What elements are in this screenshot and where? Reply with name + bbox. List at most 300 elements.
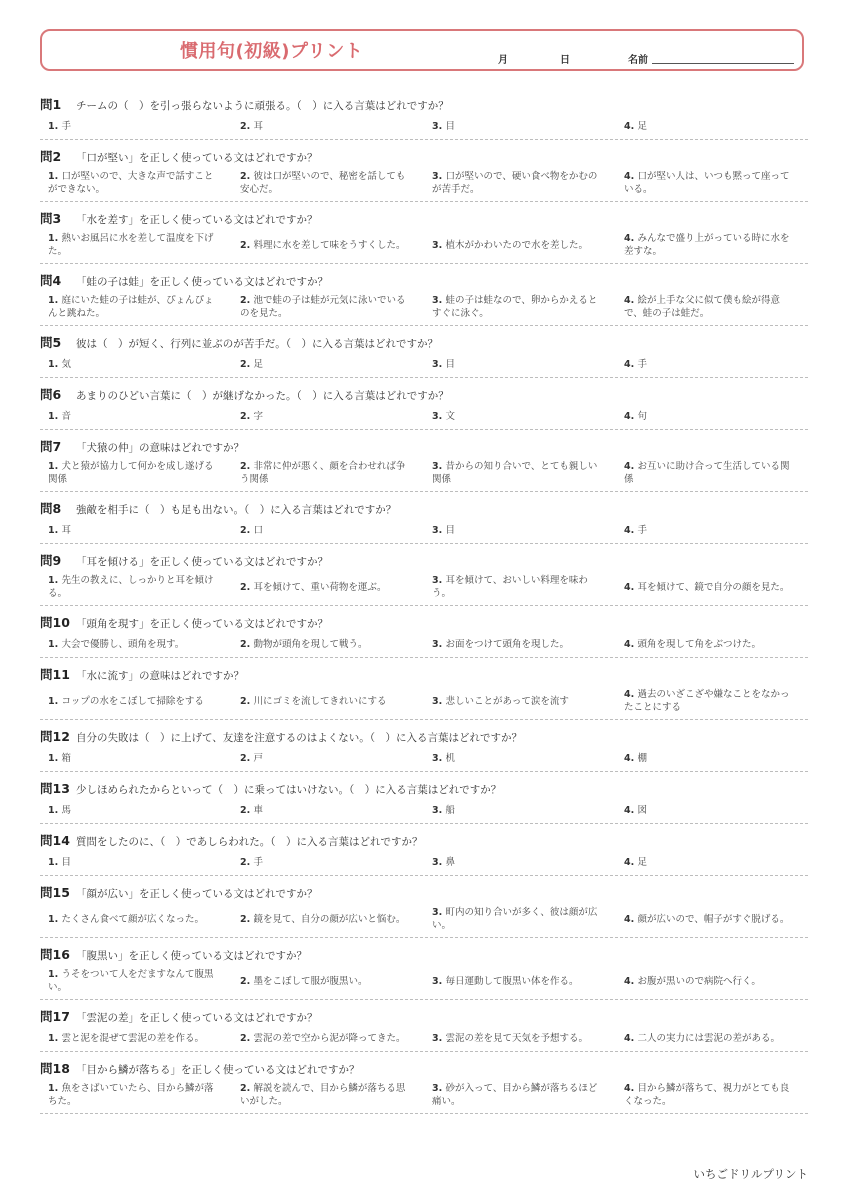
worksheet-header [40, 29, 804, 71]
option-number: 1. [48, 295, 62, 306]
page-title: 慣用句(初級)プリント [180, 41, 364, 62]
question-header [40, 95, 808, 113]
option-text: 耳 [61, 524, 72, 536]
option-number: 1. [48, 856, 62, 868]
option-number: 2. [240, 524, 254, 536]
question-block [40, 1052, 808, 1114]
option-number: 2. [240, 695, 254, 707]
option-number: 2. [240, 120, 254, 132]
question-number: 問7 [40, 439, 62, 454]
option-text: 耳を傾けて、おいしい料理を味わう。 [432, 575, 588, 599]
answer-option[interactable] [424, 410, 616, 423]
option-number: 4. [624, 856, 638, 868]
question-text: 「犬猿の仲」の意味はどれですか？ [76, 442, 244, 454]
name-field[interactable] [652, 63, 794, 64]
question-number: 問5 [40, 335, 62, 350]
answer-option[interactable] [616, 688, 808, 714]
option-text: 目 [61, 856, 72, 868]
question-header [40, 499, 808, 517]
answer-option[interactable] [616, 804, 808, 817]
answer-option[interactable] [232, 638, 424, 651]
option-text: 図 [637, 804, 648, 816]
option-text: 料理に水を差して味をうすくした。 [253, 239, 406, 251]
answer-option[interactable] [232, 460, 424, 486]
option-number: 1. [48, 695, 62, 707]
option-text: 耳 [253, 120, 264, 132]
question-block [40, 824, 808, 876]
answer-option[interactable] [616, 232, 808, 258]
option-number: 2. [240, 358, 254, 370]
answer-option[interactable] [616, 975, 808, 988]
answer-options [40, 968, 808, 994]
option-text: 手 [637, 524, 648, 536]
option-number: 1. [48, 461, 62, 472]
answer-option[interactable] [40, 752, 232, 765]
question-text: 「蛙の子は蛙」を正しく使っている文はどれですか？ [76, 276, 328, 288]
option-text: 庭にいた蛙の子は蛙が、ぴょんぴょんと跳ねた。 [48, 295, 214, 319]
option-text: 足 [637, 856, 648, 868]
option-text: 毎日運動して腹黒い体を作る。 [445, 975, 579, 987]
question-number: 問12 [40, 729, 70, 744]
option-number: 3. [432, 1032, 446, 1044]
option-number: 4. [624, 581, 638, 593]
answer-option[interactable] [616, 170, 808, 196]
question-number: 問3 [40, 211, 62, 226]
answer-option[interactable] [40, 358, 232, 371]
option-number: 4. [624, 410, 638, 422]
question-number: 問14 [40, 833, 70, 848]
option-text: 足 [253, 358, 264, 370]
option-text: 動物が頭角を現して戦う。 [253, 638, 368, 650]
answer-option[interactable] [232, 695, 424, 708]
option-text: 鼻 [445, 856, 456, 868]
answer-option[interactable] [40, 460, 232, 486]
option-text: 棚 [637, 752, 648, 764]
question-number: 問15 [40, 885, 70, 900]
option-number: 3. [432, 638, 446, 650]
option-number: 3. [432, 524, 446, 536]
answer-option[interactable] [40, 913, 232, 926]
question-header [40, 727, 808, 745]
option-number: 2. [240, 1083, 254, 1094]
option-text: 熱いお風呂に水を差して温度を下げた。 [48, 233, 214, 257]
option-text: お互いに助け合って生活している関係 [624, 461, 790, 485]
question-number: 問8 [40, 501, 62, 516]
question-header [40, 147, 808, 165]
question-block [40, 938, 808, 1000]
option-number: 4. [624, 358, 638, 370]
answer-option[interactable] [616, 524, 808, 537]
answer-option[interactable] [424, 906, 616, 932]
option-text: 雲と泥を混ぜて雲泥の差を作る。 [61, 1032, 205, 1044]
answer-option[interactable] [424, 294, 616, 320]
question-text: 「雲泥の差」を正しく使っている文はどれですか？ [76, 1012, 318, 1024]
option-number: 3. [432, 752, 446, 764]
answer-options [40, 1082, 808, 1108]
option-number: 2. [240, 461, 254, 472]
answer-option[interactable] [40, 294, 232, 320]
answer-option[interactable] [232, 358, 424, 371]
option-text: 雲泥の差で空から泥が降ってきた。 [253, 1032, 406, 1044]
option-number: 2. [240, 581, 254, 593]
question-number: 問17 [40, 1009, 70, 1024]
option-number: 2. [240, 975, 254, 987]
answer-option[interactable] [40, 1082, 232, 1108]
option-number: 1. [48, 638, 62, 650]
question-text: 自分の失敗は（ ）に上げて、友達を注意するのはよくない。（ ）に入る言葉はどれですか？ [76, 732, 523, 744]
option-number: 2. [240, 1032, 254, 1044]
answer-option[interactable] [424, 120, 616, 133]
question-block [40, 264, 808, 326]
option-number: 1. [48, 1083, 62, 1094]
option-number: 1. [48, 171, 62, 182]
question-header [40, 551, 808, 569]
question-block [40, 88, 808, 140]
question-header [40, 1007, 808, 1025]
option-text: 気 [61, 358, 72, 370]
option-number: 3. [432, 1083, 446, 1094]
option-number: 2. [240, 752, 254, 764]
answer-option[interactable] [40, 410, 232, 423]
option-text: 雲泥の差を見て天気を予想する。 [445, 1032, 589, 1044]
option-text: 魚をさばいていたら、目から鱗が落ちた。 [48, 1083, 214, 1107]
month-label: 月 [498, 55, 508, 66]
answer-options [40, 356, 808, 372]
option-text: たくさん食べて顔が広くなった。 [61, 913, 205, 925]
answer-options [40, 688, 808, 714]
answer-option[interactable] [40, 638, 232, 651]
answer-option[interactable] [616, 1082, 808, 1108]
question-block [40, 492, 808, 544]
option-number: 1. [48, 575, 62, 586]
question-number: 問11 [40, 667, 70, 682]
answer-option[interactable] [232, 975, 424, 988]
option-text: 口が堅い人は、いつも黙って座っている。 [624, 171, 790, 195]
answer-option[interactable] [424, 975, 616, 988]
answer-option[interactable] [616, 294, 808, 320]
option-text: うそをついて人をだますなんて腹黒い。 [48, 969, 214, 993]
question-header [40, 883, 808, 901]
option-text: コップの水をこぼして掃除をする [61, 695, 204, 707]
option-text: 顔が広いので、帽子がすぐ脱げる。 [637, 913, 790, 925]
answer-option[interactable] [40, 574, 232, 600]
answer-options [40, 636, 808, 652]
option-text: 口 [253, 524, 264, 536]
option-number: 2. [240, 295, 254, 306]
answer-option[interactable] [424, 170, 616, 196]
option-text: 耳を傾けて、鏡で自分の顔を見た。 [637, 581, 790, 593]
question-block [40, 544, 808, 606]
question-header [40, 831, 808, 849]
answer-option[interactable] [40, 804, 232, 817]
answer-option[interactable] [424, 695, 616, 708]
option-text: 手 [637, 358, 648, 370]
option-number: 3. [432, 695, 446, 707]
option-text: 昔からの知り合いで、とても親しい関係 [432, 461, 598, 485]
answer-option[interactable] [424, 524, 616, 537]
answer-option[interactable] [424, 804, 616, 817]
question-block [40, 430, 808, 492]
answer-options [40, 408, 808, 424]
option-number: 4. [624, 171, 638, 182]
question-header [40, 437, 808, 455]
answer-option[interactable] [424, 638, 616, 651]
question-text: チームの（ ）を引っ張らないように頑張る。（ ）に入る言葉はどれですか？ [76, 100, 449, 112]
question-header [40, 1059, 808, 1077]
answer-option[interactable] [232, 120, 424, 133]
option-text: 悲しいことがあって涙を流す [445, 695, 569, 707]
option-number: 4. [624, 120, 638, 132]
question-header [40, 385, 808, 403]
option-number: 3. [432, 120, 446, 132]
answer-option[interactable] [232, 856, 424, 869]
answer-option[interactable] [616, 1032, 808, 1045]
option-number: 4. [624, 913, 638, 925]
answer-option[interactable] [616, 358, 808, 371]
option-number: 4. [624, 233, 638, 244]
option-text: 口が堅いので、硬い食べ物をかむのが苦手だ。 [432, 171, 598, 195]
question-text: 少しほめられたからといって（ ）に乗ってはいけない。（ ）に入る言葉はどれですか？ [76, 784, 502, 796]
option-number: 1. [48, 120, 62, 132]
question-block [40, 876, 808, 938]
question-block [40, 720, 808, 772]
answer-options [40, 574, 808, 600]
option-text: 町内の知り合いが多く、彼は顔が広い。 [432, 907, 598, 931]
answer-options [40, 1030, 808, 1046]
option-number: 4. [624, 752, 638, 764]
answer-options [40, 802, 808, 818]
answer-option[interactable] [232, 294, 424, 320]
answer-option[interactable] [40, 968, 232, 994]
question-number: 問2 [40, 149, 62, 164]
option-number: 4. [624, 295, 638, 306]
answer-option[interactable] [424, 856, 616, 869]
option-text: 過去のいざこざや嫌なことをなかったことにする [624, 689, 790, 713]
answer-option[interactable] [616, 581, 808, 594]
answer-option[interactable] [40, 695, 232, 708]
answer-option[interactable] [424, 460, 616, 486]
answer-option[interactable] [40, 856, 232, 869]
option-text: 句 [637, 410, 648, 422]
option-text: お面をつけて頭角を現した。 [445, 638, 570, 650]
answer-option[interactable] [40, 170, 232, 196]
question-block [40, 606, 808, 658]
answer-options [40, 522, 808, 538]
option-number: 1. [48, 969, 62, 980]
option-text: 砂が入って、目から鱗が落ちるほど痛い。 [432, 1083, 598, 1107]
answer-option[interactable] [232, 524, 424, 537]
question-block [40, 140, 808, 202]
answer-option[interactable] [40, 232, 232, 258]
option-text: 絵が上手な父に似て僕も絵が得意で、蛙の子は蛙だ。 [624, 295, 781, 319]
answer-option[interactable] [616, 638, 808, 651]
question-text: 「目から鱗が落ちる」を正しく使っている文はどれですか？ [76, 1064, 360, 1076]
option-text: 池で蛙の子は蛙が元気に泳いでいるのを見た。 [240, 295, 406, 319]
question-number: 問18 [40, 1061, 70, 1076]
question-text: 「水に流す」の意味はどれですか？ [76, 670, 244, 682]
name-label: 名前 [628, 55, 648, 66]
answer-option[interactable] [424, 1032, 616, 1045]
option-text: 文 [445, 410, 456, 422]
footer-brand: いちごドリルプリント [693, 1167, 808, 1181]
answer-option[interactable] [424, 1082, 616, 1108]
option-number: 3. [432, 410, 446, 422]
answer-option[interactable] [232, 1082, 424, 1108]
question-header [40, 333, 808, 351]
option-number: 1. [48, 524, 62, 536]
question-list [40, 88, 808, 1114]
question-number: 問4 [40, 273, 62, 288]
option-number: 3. [432, 575, 446, 586]
option-number: 4. [624, 524, 638, 536]
option-number: 4. [624, 689, 638, 700]
option-text: 足 [637, 120, 648, 132]
question-text: あまりのひどい言葉に（ ）が継げなかった。（ ）に入る言葉はどれですか？ [76, 390, 449, 402]
answer-option[interactable] [424, 239, 616, 252]
option-number: 4. [624, 461, 638, 472]
question-number: 問16 [40, 947, 70, 962]
question-number: 問6 [40, 387, 62, 402]
option-text: 頭角を現して角をぶつけた。 [637, 638, 762, 650]
answer-option[interactable] [424, 574, 616, 600]
answer-option[interactable] [232, 1032, 424, 1045]
option-text: 箱 [61, 752, 72, 764]
question-number: 問13 [40, 781, 70, 796]
answer-options [40, 854, 808, 870]
answer-options [40, 294, 808, 320]
question-number: 問9 [40, 553, 62, 568]
question-number: 問10 [40, 615, 70, 630]
question-header [40, 271, 808, 289]
option-number: 1. [48, 1032, 62, 1044]
option-number: 4. [624, 1032, 638, 1044]
answer-options [40, 170, 808, 196]
option-number: 2. [240, 804, 254, 816]
option-number: 4. [624, 638, 638, 650]
option-number: 2. [240, 638, 254, 650]
question-block [40, 202, 808, 264]
answer-option[interactable] [424, 358, 616, 371]
option-number: 1. [48, 752, 62, 764]
option-number: 2. [240, 913, 254, 925]
option-number: 3. [432, 856, 446, 868]
question-header [40, 945, 808, 963]
option-text: 目 [445, 358, 456, 370]
answer-option[interactable] [232, 239, 424, 252]
answer-option[interactable] [232, 410, 424, 423]
answer-options [40, 118, 808, 134]
option-text: 机 [445, 752, 456, 764]
option-text: 鏡を見て、自分の顔が広いと悩む。 [253, 913, 406, 925]
answer-option[interactable] [616, 460, 808, 486]
option-text: 船 [445, 804, 456, 816]
option-text: 手 [253, 856, 264, 868]
option-text: 目 [445, 524, 456, 536]
option-text: 耳を傾けて、重い荷物を運ぶ。 [253, 581, 387, 593]
option-number: 3. [432, 461, 446, 472]
question-block [40, 772, 808, 824]
option-number: 1. [48, 913, 62, 925]
option-number: 1. [48, 410, 62, 422]
question-block [40, 326, 808, 378]
answer-option[interactable] [424, 752, 616, 765]
option-text: 目 [445, 120, 456, 132]
option-number: 2. [240, 856, 254, 868]
option-number: 2. [240, 410, 254, 422]
option-number: 2. [240, 239, 254, 251]
question-text: 「頭角を現す」を正しく使っている文はどれですか？ [76, 618, 328, 630]
option-text: 二人の実力には雲泥の差がある。 [637, 1032, 781, 1044]
option-text: 非常に仲が悪く、顔を合わせれば争う関係 [240, 461, 406, 485]
option-number: 4. [624, 804, 638, 816]
option-number: 2. [240, 171, 254, 182]
question-text: 「水を差す」を正しく使っている文はどれですか？ [76, 214, 318, 226]
option-text: 戸 [253, 752, 264, 764]
option-text: 先生の教えに、しっかりと耳を傾ける。 [48, 575, 214, 599]
option-text: 蛙の子は蛙なので、卵からかえるとすぐに泳ぐ。 [432, 295, 598, 319]
option-number: 3. [432, 907, 446, 918]
option-text: 彼は口が堅いので、秘密を話しても安心だ。 [240, 171, 406, 195]
question-text: 「口が堅い」を正しく使っている文はどれですか？ [76, 152, 318, 164]
question-text: 「耳を傾ける」を正しく使っている文はどれですか？ [76, 556, 328, 568]
option-text: 音 [61, 410, 72, 422]
option-number: 3. [432, 295, 446, 306]
answer-option[interactable] [616, 913, 808, 926]
answer-option[interactable] [232, 752, 424, 765]
day-label: 日 [560, 55, 570, 66]
option-number: 4. [624, 975, 638, 987]
answer-option[interactable] [616, 410, 808, 423]
answer-option[interactable] [616, 120, 808, 133]
question-text: 彼は（ ）が短く、行列に並ぶのが苦手だ。（ ）に入る言葉はどれですか？ [76, 338, 439, 350]
option-number: 3. [432, 239, 446, 251]
answer-option[interactable] [40, 120, 232, 133]
answer-option[interactable] [232, 170, 424, 196]
option-text: 車 [253, 804, 264, 816]
question-text: 強敵を相手に（ ）も足も出ない。（ ）に入る言葉はどれですか？ [76, 504, 397, 516]
answer-option[interactable] [616, 856, 808, 869]
option-text: みんなで盛り上がっている時に水を差すな。 [624, 233, 790, 257]
option-text: 犬と猿が協力して何かを成し遂げる関係 [48, 461, 214, 485]
question-block [40, 1000, 808, 1052]
option-text: 墨をこぼして服が腹黒い。 [253, 975, 368, 987]
question-number: 問1 [40, 97, 62, 112]
answer-option[interactable] [40, 1032, 232, 1045]
option-text: 馬 [61, 804, 72, 816]
question-header [40, 665, 808, 683]
answer-option[interactable] [40, 524, 232, 537]
answer-option[interactable] [616, 752, 808, 765]
question-header [40, 209, 808, 227]
question-block [40, 658, 808, 720]
question-text: 「腹黒い」を正しく使っている文はどれですか？ [76, 950, 307, 962]
option-text: 手 [61, 120, 72, 132]
answer-options [40, 750, 808, 766]
answer-option[interactable] [232, 913, 424, 926]
question-block [40, 378, 808, 430]
question-text: 質問をしたのに、（ ）であしらわれた。（ ）に入る言葉はどれですか？ [76, 836, 423, 848]
option-number: 3. [432, 358, 446, 370]
answer-option[interactable] [232, 581, 424, 594]
option-text: 川にゴミを流してきれいにする [253, 695, 387, 707]
option-number: 1. [48, 233, 62, 244]
answer-options [40, 232, 808, 258]
answer-option[interactable] [232, 804, 424, 817]
answer-options [40, 460, 808, 486]
option-text: 目から鱗が落ちて、視力がとても良くなった。 [624, 1083, 790, 1107]
option-text: 口が堅いので、大きな声で話すことができない。 [48, 171, 214, 195]
answer-options [40, 906, 808, 932]
